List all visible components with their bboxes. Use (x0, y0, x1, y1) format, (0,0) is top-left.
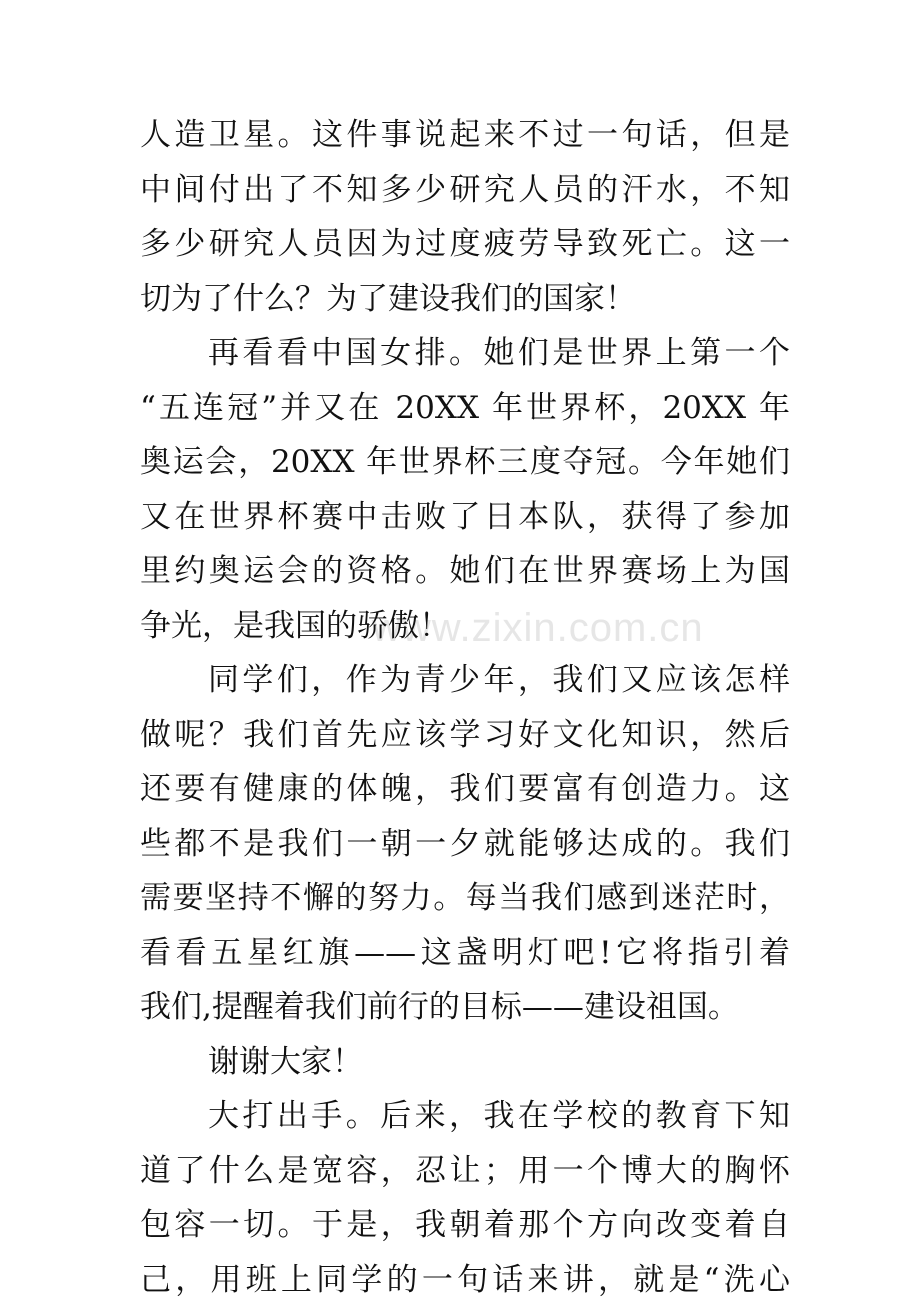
text-line: 同学们，作为青少年，我们又应该怎样 (140, 653, 790, 708)
text-line: 谢谢大家！ (140, 1035, 790, 1090)
text-line: 需要坚持不懈的努力。每当我们感到迷茫时， (140, 871, 790, 926)
text-line: 人造卫星。这件事说起来不过一句话，但是 (140, 108, 790, 163)
text-line: 看看五星红旗——这盏明灯吧!它将指引着 (140, 926, 790, 981)
text-line: 又在世界杯赛中击败了日本队，获得了参加 (140, 490, 790, 545)
text-line: 中间付出了不知多少研究人员的汗水，不知 (140, 163, 790, 218)
text-line: 些都不是我们一朝一夕就能够达成的。我们 (140, 817, 790, 872)
text-line: 奥运会，20XX 年世界杯三度夺冠。今年她们 (140, 435, 790, 490)
text-line: 里约奥运会的资格。她们在世界赛场上为国 (140, 544, 790, 599)
text-line: 包容一切。于是，我朝着那个方向改变着自 (140, 1198, 790, 1253)
text-line: 多少研究人员因为过度疲劳导致死亡。这一 (140, 217, 790, 272)
text-line: 做呢？我们首先应该学习好文化知识，然后 (140, 708, 790, 763)
text-line: 己，用班上同学的一句话来讲，就是“洗心 (140, 1253, 790, 1307)
body-text (140, 108, 790, 1307)
text-line: 争光，是我国的骄傲！ (140, 599, 790, 654)
text-line: 还要有健康的体魄，我们要富有创造力。这 (140, 762, 790, 817)
text-line: 切为了什么？为了建设我们的国家！ (140, 272, 790, 327)
text-line: 大打出手。后来，我在学校的教育下知 (140, 1089, 790, 1144)
text-line: 我们,提醒着我们前行的目标——建设祖国。 (140, 980, 790, 1035)
text-line: “五连冠”并又在 20XX 年世界杯，20XX 年 (140, 381, 790, 436)
text-line: 再看看中国女排。她们是世界上第一个 (140, 326, 790, 381)
text-line: 道了什么是宽容，忍让；用一个博大的胸怀 (140, 1144, 790, 1199)
watermark: www.zixin.com.cn (372, 606, 704, 651)
